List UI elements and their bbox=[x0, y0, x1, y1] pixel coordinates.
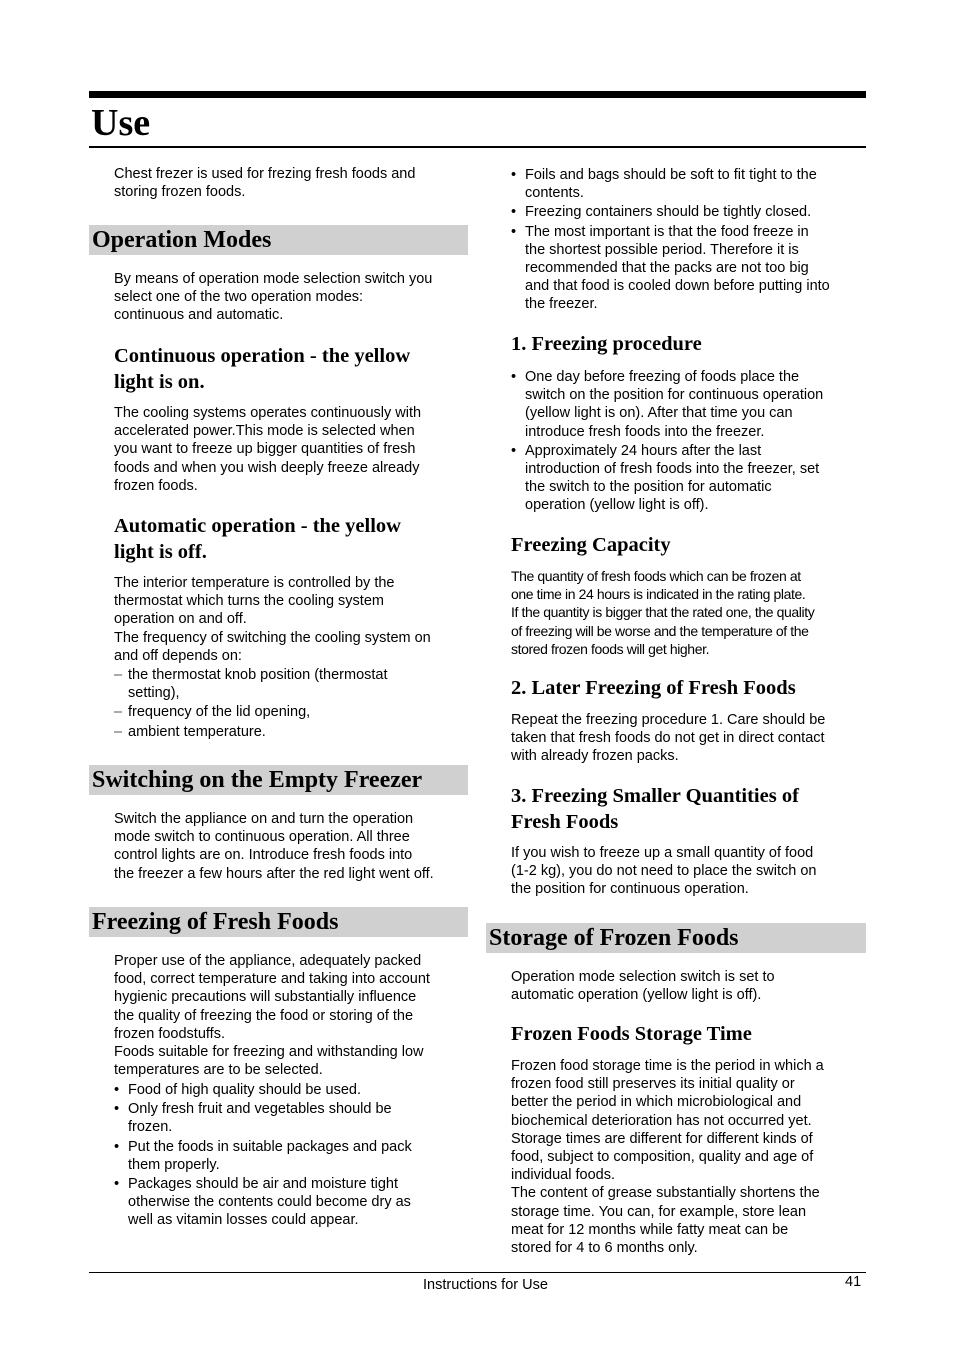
automatic-operation-text: The interior temperature is controlled by the thermostat which turns the cooling system operation on and off. The frequency of switching the cooling system on and off depends on: bbox=[114, 575, 431, 664]
freezing-procedure-list bbox=[511, 368, 866, 516]
storage-time-text: Frozen food storage time is the period in which a frozen food still preserves its initial quality or better the period in which microbiological and biochemical deterioration has not occurred yet. Storage times are different for different kinds of food, subject to composition, quality and age of individual foods. The content of grease substantially shortens the storage time. You can, for example, store lean meat for 12 months while fatty meat can be stored for 4 to 6 months only. bbox=[511, 1058, 824, 1257]
list-item: – the thermostat knob position (thermostat setting), bbox=[114, 667, 388, 702]
operation-modes-text: By means of operation mode selection switch you select one of the two operation modes: continuous and automatic. bbox=[114, 271, 433, 324]
bullet-marker: • bbox=[114, 1082, 120, 1098]
later-freezing-heading: 2. Later Freezing of Fresh Foods bbox=[511, 677, 796, 699]
bullet-marker: • bbox=[114, 1101, 120, 1118]
page-title: Use bbox=[91, 102, 151, 144]
section-heading-freezing-fresh: Freezing of Fresh Foods bbox=[89, 907, 468, 937]
list-item: • Food of high quality should be used. bbox=[114, 1082, 361, 1098]
bullet-marker: • bbox=[511, 223, 517, 240]
dash-marker: – bbox=[114, 723, 123, 740]
section-heading-switching-on: Switching on the Empty Freezer bbox=[89, 765, 468, 795]
freezing-fresh-text: Proper use of the appliance, adequately packed food, correct temperature and taking into account hygienic precautions will substantially influence the quality of freezing the food or storing of the frozen foodstuffs. Foods suitable for freezing and withstanding low temperatures are to be selected. bbox=[114, 953, 430, 1079]
automatic-operation-heading: Automatic operation - the yellow light is off. bbox=[114, 515, 401, 563]
bullet-marker: • bbox=[511, 167, 517, 183]
intro-text: Chest frezer is used for frezing fresh foods and storing frozen foods. bbox=[114, 166, 416, 201]
continuous-operation-heading: Continuous operation - the yellow light is on. bbox=[114, 345, 411, 393]
page-number: 41 bbox=[845, 1274, 862, 1290]
freezing-fresh-list bbox=[114, 1081, 469, 1231]
continuous-operation-text: The cooling systems operates continuously with accelerated power.This mode is selected when you want to freeze up bigger quantities of fresh foods and when you wish deeply freeze already frozen foods. bbox=[114, 405, 422, 494]
later-freezing-text: Repeat the freezing procedure 1. Care should be taken that fresh foods do not get in direct contact with already frozen packs. bbox=[511, 712, 826, 765]
list-item: • One day before freezing of foods place the switch on the position for continuous operation (yellow light is on). After that time you can introduce fresh foods into the freezer. bbox=[511, 369, 824, 440]
freezing-capacity-heading: Freezing Capacity bbox=[511, 534, 671, 556]
section-heading-operation-modes: Operation Modes bbox=[89, 225, 468, 255]
bullet-marker: • bbox=[114, 1176, 120, 1193]
bullet-marker: • bbox=[511, 442, 517, 459]
freezing-capacity-text: The quantity of fresh foods which can be frozen at one time in 24 hours is indicated in the rating plate. If the quantity is bigger that the rated one, the quality of freezing will be worse and the temperature of the stored frozen foods will get higher. bbox=[511, 568, 815, 657]
title-top-rule bbox=[89, 91, 866, 98]
smaller-quantities-text: If you wish to freeze up a small quantity of food (1-2 kg), you do not need to place the switch on the position for continuous operation. bbox=[511, 845, 817, 898]
list-item: • Packages should be air and moisture tight otherwise the contents could become dry as well as vitamin losses could appear. bbox=[114, 1176, 411, 1229]
bullet-marker: • bbox=[511, 369, 517, 385]
storage-time-heading: Frozen Foods Storage Time bbox=[511, 1023, 752, 1045]
list-item: • The most important is that the food freeze in the shortest possible period. Therefore it is recommended that the packs are not too big and that food is cooled down before putting into the freezer. bbox=[511, 223, 830, 313]
storage-text: Operation mode selection switch is set to automatic operation (yellow light is off). bbox=[511, 969, 775, 1004]
bullet-marker: • bbox=[114, 1138, 120, 1155]
dash-marker: – bbox=[114, 667, 123, 683]
list-item: • Put the foods in suitable packages and pack them properly. bbox=[114, 1138, 412, 1173]
freezing-procedure-heading: 1. Freezing procedure bbox=[511, 333, 702, 355]
packing-list bbox=[511, 166, 866, 315]
list-item: – frequency of the lid opening, bbox=[114, 704, 311, 721]
list-item: – ambient temperature. bbox=[114, 723, 266, 740]
list-item: • Freezing containers should be tightly closed. bbox=[511, 204, 812, 221]
automatic-factors-list bbox=[114, 666, 469, 742]
section-heading-storage: Storage of Frozen Foods bbox=[486, 923, 866, 953]
footer-rule bbox=[89, 1272, 866, 1273]
list-item: • Approximately 24 hours after the last introduction of fresh foods into the freezer, set the switch to the position for automatic operation (yellow light is off). bbox=[511, 442, 820, 514]
bullet-marker: • bbox=[511, 204, 517, 221]
dash-marker: – bbox=[114, 704, 123, 721]
switching-on-text: Switch the appliance on and turn the operation mode switch to continuous operation. All three control lights are on. Introduce fresh foods into the freezer a few hours after the red light went off. bbox=[114, 811, 434, 882]
list-item: • Only fresh fruit and vegetables should be frozen. bbox=[114, 1101, 392, 1136]
footer-text: Instructions for Use bbox=[423, 1277, 548, 1293]
title-bottom-rule bbox=[89, 146, 866, 148]
smaller-quantities-heading: 3. Freezing Smaller Quantities of Fresh Foods bbox=[511, 785, 799, 833]
list-item: • Foils and bags should be soft to fit tight to the contents. bbox=[511, 167, 817, 202]
